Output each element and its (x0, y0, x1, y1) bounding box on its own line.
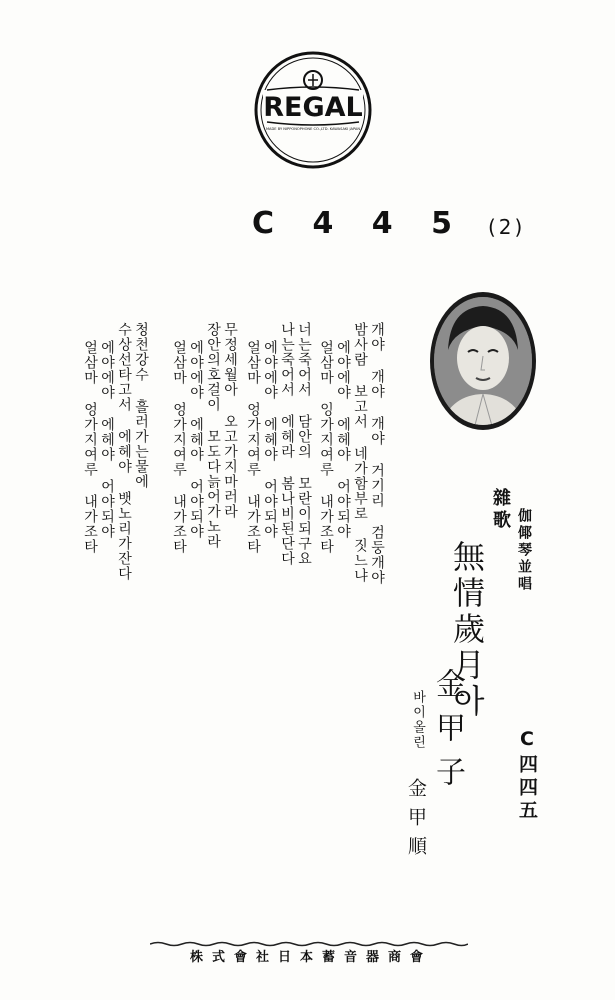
genre-label: 雜歌 (490, 488, 511, 532)
lyric-line-5: 너는죽어서 담안의 모란이되구요 (296, 322, 312, 566)
lyric-line-10: 장안의호걸이 모도다늙어가노라 (205, 322, 221, 549)
portrait-photo-icon (428, 290, 538, 433)
lyric-line-16: 얼삼마 엉가지여루 내가조타 (82, 340, 98, 554)
singer-name: 金甲子 (430, 668, 465, 800)
catalog-number: C 4 4 5 (252, 206, 466, 241)
lyric-line-6: 나는죽어서 에헤라 봄나비된단다 (279, 322, 295, 566)
regal-logo (253, 50, 373, 170)
singer-portrait (428, 290, 538, 433)
catalog-number-vertical: C四四五 (516, 728, 538, 823)
lyric-line-7: 에야에야 에헤야 어야되야 (262, 340, 278, 539)
lyric-line-4: 얼삼마 잉가지여루 내가조타 (318, 340, 334, 554)
lyric-line-12: 얼삼마 엉가지여루 내가조타 (171, 340, 187, 554)
lyric-line-13: 청천강수 흘러가는물에 (133, 322, 149, 489)
violin-label: 바이올린 (410, 690, 425, 750)
lyric-line-1: 개야 개야 개야 거기리 검둥개야 (369, 322, 385, 585)
footer-rule (150, 933, 468, 941)
regal-logo-icon (253, 50, 373, 170)
lyric-line-14: 수상선타고서 에헤야 뱃노리가잔다 (116, 322, 132, 581)
publisher-footer: 株式會社日本蓄音器商會 (190, 950, 433, 965)
song-title: 無情歲月아 (448, 540, 486, 720)
accompaniment-label: 伽倻琴並唱 (516, 508, 532, 593)
side-number: (2) (488, 215, 526, 239)
lyric-line-8: 얼삼마 엉가지여루 내가조타 (245, 340, 261, 554)
lyric-line-2: 밤사람 보고서 네가함부로 짓느냐 (352, 322, 368, 583)
violinist-name: 金甲順 (405, 778, 427, 865)
lyric-line-11: 에야에야 에헤야 어야되야 (188, 340, 204, 539)
logo-brand: REGAL (263, 92, 363, 123)
lyric-line-3: 에야에야 에헤야 어야되야 (335, 340, 351, 539)
lyric-line-9: 무정세월아 오고가지마러라 (222, 322, 238, 519)
lyric-line-15: 에야에야 에헤야 어야되야 (99, 340, 115, 539)
logo-fineprint: MADE BY NIPPONOPHONE CO.,LTD. KAWASAKI JAPAN (265, 127, 361, 131)
